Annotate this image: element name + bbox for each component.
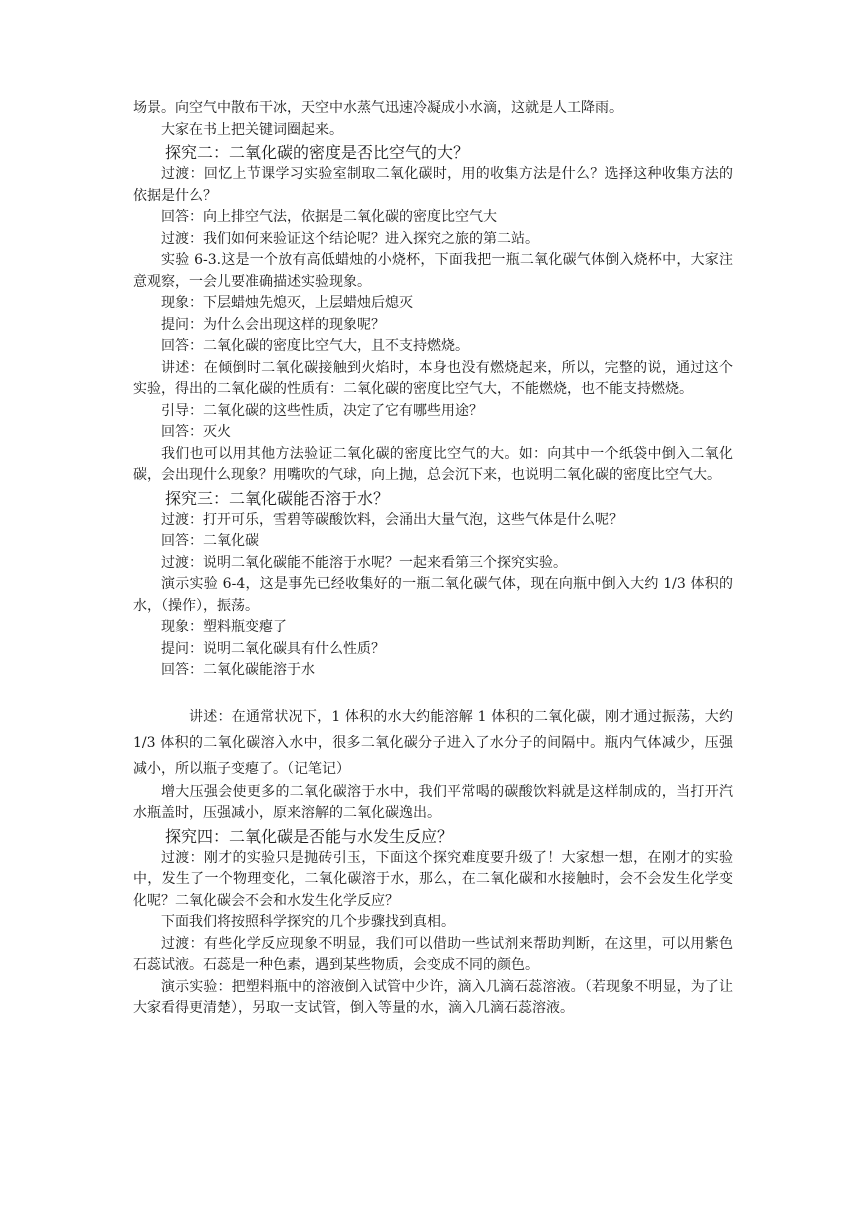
- paragraph: 实验 6-3.这是一个放有高低蜡烛的小烧杯，下面我把一瓶二氧化碳气体倒入烧杯中，大家注意观察，一会儿要准确描述实验现象。: [133, 252, 733, 290]
- spacer: [133, 682, 733, 704]
- paragraph: 增大压强会使更多的二氧化碳溶于水中，我们平常喝的碳酸饮料就是这样制成的，当打开汽水瓶盖时，压强减小，原来溶解的二氧化碳逸出。: [133, 783, 733, 821]
- paragraph: 提问：为什么会出现这样的现象呢？: [161, 316, 385, 333]
- paragraph: 讲述：在通常状况下，1 体积的水大约能溶解 1 体积的二氧化碳，刚才通过振荡，大约 1/3 体积的二氧化碳溶入水中，很多二氧化碳分子进入了水分子的间隔中。瓶内气体减少，压强减小，所以瓶子变瘪了。（记笔记）: [133, 708, 733, 777]
- paragraph: 场景。向空气中散布干冰，天空中水蒸气迅速冷凝成小水滴，这就是人工降雨。: [133, 100, 623, 116]
- document-body: [133, 98, 733, 1020]
- paragraph: 过渡：有些化学反应现象不明显，我们可以借助一些试剂来帮助判断，在这里，可以用紫色石蕊试液。石蕊是一种色素，遇到某些物质，会变成不同的颜色。: [133, 935, 733, 973]
- paragraph: 演示实验 6-4，这是事先已经收集好的一瓶二氧化碳气体，现在向瓶中倒入大约 1/3 体积的水，（操作），振荡。: [133, 576, 733, 614]
- paragraph: 过渡：我们如何来验证这个结论呢？进入探究之旅的第二站。: [161, 230, 539, 247]
- paragraph: 下面我们将按照科学探究的几个步骤找到真相。: [161, 914, 455, 930]
- paragraph: 我们也可以用其他方法验证二氧化碳的密度比空气的大。如：向其中一个纸袋中倒入二氧化碳，会出现什么现象？用嘴吹的气球，向上抛，总会沉下来，也说明二氧化碳的密度比空气大。: [133, 445, 733, 483]
- paragraph: 回答：二氧化碳: [161, 533, 259, 549]
- paragraph: 大家在书上把关键词圈起来。: [161, 121, 343, 138]
- paragraph: 现象：塑料瓶变瘪了: [161, 619, 287, 635]
- section-heading: 探究二：二氧化碳的密度是否比空气的大？: [165, 143, 470, 162]
- paragraph: 讲述：在倾倒时二氧化碳接触到火焰时，本身也没有燃烧起来，所以，完整的说，通过这个实验，得出的二氧化碳的性质有：二氧化碳的密度比空气大，不能燃烧，也不能支持燃烧。: [133, 359, 733, 397]
- paragraph: 演示实验：把塑料瓶中的溶液倒入试管中少许，滴入几滴石蕊溶液。（若现象不明显，为了让大家看得更清楚），另取一支试管，倒入等量的水，滴入几滴石蕊溶液。: [133, 978, 733, 1016]
- section-heading: 探究三：二氧化碳能否溶于水？: [165, 488, 390, 508]
- paragraph: 过渡：打开可乐，雪碧等碳酸饮料，会涌出大量气泡，这些气体是什么呢？: [161, 511, 623, 528]
- paragraph: 回答：二氧化碳的密度比空气大，且不支持燃烧。: [161, 338, 469, 354]
- paragraph: 现象：下层蜡烛先熄灭，上层蜡烛后熄灭: [161, 295, 413, 311]
- paragraph: 引导：二氧化碳的这些性质，决定了它有哪些用途？: [161, 402, 483, 419]
- paragraph: 提问：说明二氧化碳具有什么性质？: [161, 640, 385, 657]
- paragraph: 回答：二氧化碳能溶于水: [161, 662, 315, 678]
- section-heading: 探究四：二氧化碳是否能与水发生反应？: [165, 826, 454, 846]
- paragraph: 回答：灭火: [161, 424, 231, 440]
- paragraph: 过渡：刚才的实验只是抛砖引玉，下面这个探究难度要升级了！大家想一想，在刚才的实验中，发生了一个物理变化，二氧化碳溶于水，那么，在二氧化碳和水接触时，会不会发生化学变化呢？二氧化碳会不会和水发生化学反应？: [133, 849, 733, 909]
- paragraph: 回答：向上排空气法，依据是二氧化碳的密度比空气大: [161, 209, 497, 225]
- paragraph: 过渡：回忆上节课学习实验室制取二氧化碳时，用的收集方法是什么？选择这种收集方法的依据是什么？: [133, 166, 733, 204]
- paragraph: 过渡：说明二氧化碳能不能溶于水呢？一起来看第三个探究实验。: [161, 554, 567, 571]
